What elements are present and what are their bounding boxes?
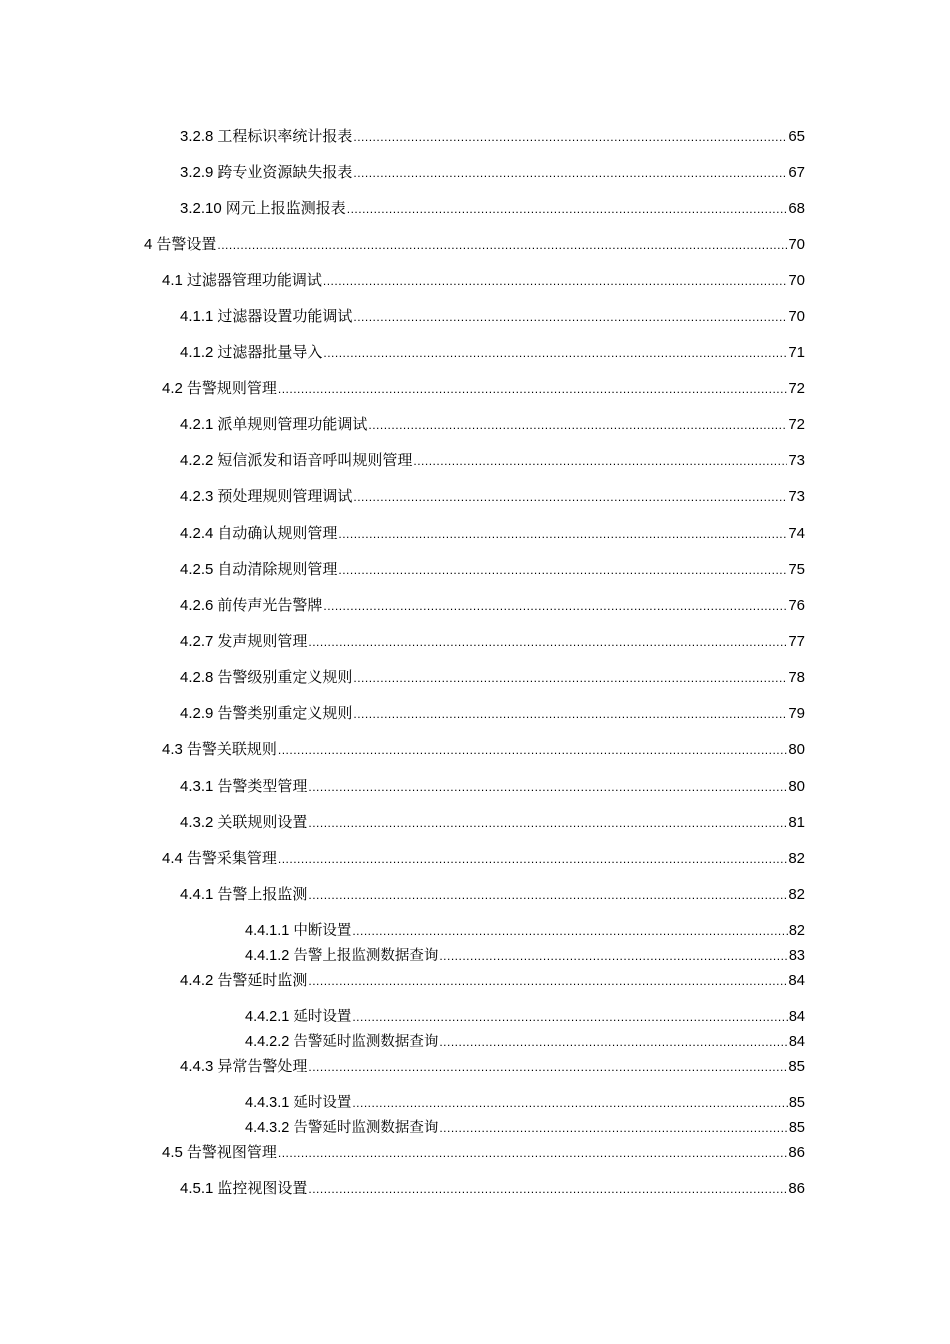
toc-entry[interactable] [180,164,805,182]
toc-entry[interactable] [245,1033,805,1051]
toc-title: 告警上报监测 [217,886,308,903]
toc-title: 前传声光告警牌 [217,597,323,614]
toc-title: 网元上报监测报表 [225,200,346,217]
toc-page-number: 74 [788,525,805,542]
toc-leader-dots [439,1121,788,1135]
toc-title: 告警视图管理 [186,1144,277,1161]
toc-title: 异常告警处理 [217,1058,308,1075]
toc-number: 3.2.10 [180,200,222,217]
toc-page-number: 79 [788,705,805,722]
toc-title: 派单规则管理功能调试 [217,416,368,433]
toc-number: 3.2.9 [180,164,214,181]
toc-number: 4.1 [162,272,183,289]
toc-entry[interactable] [245,1119,805,1137]
toc-page-number: 86 [788,1180,805,1197]
toc-page-number: 68 [788,200,805,217]
toc-leader-dots [323,599,787,613]
toc-number: 4.2.4 [180,525,214,542]
toc-leader-dots [353,166,787,180]
toc-leader-dots [278,852,787,866]
toc-leader-dots [323,274,787,288]
toc-leader-dots [308,1060,787,1074]
toc-page-number: 70 [788,272,805,289]
toc-leader-dots [353,130,787,144]
toc-number: 4.3 [162,741,183,758]
toc-title: 短信派发和语音呼叫规则管理 [217,452,413,469]
toc-leader-dots [347,202,788,216]
toc-entry[interactable] [180,778,805,796]
toc-entry[interactable] [180,597,805,615]
toc-entry[interactable] [245,1008,805,1026]
toc-page-number: 85 [788,1058,805,1075]
toc-entry[interactable] [180,1058,805,1076]
toc-entry[interactable] [180,633,805,651]
toc-number: 4.1.1 [180,308,214,325]
toc-title: 延时设置 [293,1095,352,1111]
toc-number: 4.1.2 [180,344,214,361]
toc-number: 4.4.1.1 [245,923,290,939]
toc-number: 4.4.2.1 [245,1009,290,1025]
toc-leader-dots [308,888,787,902]
toc-entry[interactable] [162,741,805,759]
toc-title: 告警延时监测数据查询 [293,1034,439,1050]
toc-leader-dots [353,310,787,324]
toc-number: 4.2.7 [180,633,214,650]
toc-number: 4.2.9 [180,705,214,722]
toc-title: 告警上报监测数据查询 [293,948,439,964]
toc-entry[interactable] [180,1180,805,1198]
toc-number: 4.2.6 [180,597,214,614]
toc-entry[interactable] [180,200,805,218]
toc-title: 告警采集管理 [186,850,277,867]
toc-entry[interactable] [180,561,805,579]
toc-page-number: 83 [788,948,805,964]
toc-entry[interactable] [180,416,805,434]
toc-page-number: 75 [788,561,805,578]
toc-entry[interactable] [180,488,805,506]
toc-page-number: 76 [788,597,805,614]
toc-leader-dots [308,635,787,649]
toc-number: 4.5.1 [180,1180,214,1197]
toc-page-number: 80 [788,741,805,758]
toc-title: 告警设置 [156,236,217,253]
toc-entry[interactable] [180,814,805,832]
toc-leader-dots [353,490,787,504]
toc-page-number: 84 [788,972,805,989]
toc-entry[interactable] [180,972,805,990]
toc-page-number: 65 [788,128,805,145]
toc-title: 过滤器管理功能调试 [186,272,322,289]
toc-leader-dots [338,563,787,577]
toc-leader-dots [352,1096,788,1110]
toc-number: 4.2.3 [180,488,214,505]
toc-title: 自动确认规则管理 [217,525,338,542]
toc-title: 预处理规则管理调试 [217,488,353,505]
toc-number: 4.2.8 [180,669,214,686]
toc-number: 4 [144,236,153,253]
toc-title: 过滤器设置功能调试 [217,308,353,325]
toc-entry[interactable] [180,525,805,543]
toc-leader-dots [413,454,787,468]
toc-title: 发声规则管理 [217,633,308,650]
toc-number: 4.3.2 [180,814,214,831]
toc-entry[interactable] [180,308,805,326]
toc-page-number: 67 [788,164,805,181]
toc-title: 告警延时监测 [217,972,308,989]
toc-leader-dots [439,1035,788,1049]
toc-leader-dots [278,743,787,757]
toc-number: 4.4.2 [180,972,214,989]
toc-leader-dots [352,924,788,938]
toc-title: 告警延时监测数据查询 [293,1120,439,1136]
toc-entry[interactable] [180,344,805,362]
toc-leader-dots [278,1146,787,1160]
toc-title: 工程标识率统计报表 [217,128,353,145]
toc-entry[interactable] [180,452,805,470]
toc-page-number: 70 [788,308,805,325]
toc-number: 4.2.2 [180,452,214,469]
toc-entry[interactable] [180,886,805,904]
toc-page-number: 80 [788,778,805,795]
toc-title: 监控视图设置 [217,1180,308,1197]
toc-page-number: 82 [788,923,805,939]
toc-page-number: 84 [788,1009,805,1025]
toc-leader-dots [308,816,787,830]
toc-number: 4.4.1.2 [245,948,290,964]
toc-leader-dots [368,418,787,432]
toc-number: 4.4.3 [180,1058,214,1075]
toc-number: 4.4.2.2 [245,1034,290,1050]
toc-number: 4.3.1 [180,778,214,795]
toc-leader-dots [338,527,787,541]
toc-entry[interactable] [162,850,805,868]
toc-page-number: 70 [788,236,805,253]
toc-leader-dots [278,382,787,396]
toc-title: 告警类别重定义规则 [217,705,353,722]
toc-number: 3.2.8 [180,128,214,145]
toc-number: 4.2 [162,380,183,397]
toc-number: 4.5 [162,1144,183,1161]
toc-entry[interactable] [180,128,805,146]
toc-page-number: 72 [788,380,805,397]
toc-page-number: 72 [788,416,805,433]
toc-page-number: 73 [788,488,805,505]
toc-page-number: 78 [788,669,805,686]
toc-number: 4.4 [162,850,183,867]
toc-number: 4.2.5 [180,561,214,578]
toc-title: 告警类型管理 [217,778,308,795]
toc-title: 延时设置 [293,1009,352,1025]
toc-entry[interactable] [245,947,805,965]
toc-page-number: 85 [788,1120,805,1136]
toc-leader-dots [439,949,788,963]
toc-title: 自动清除规则管理 [217,561,338,578]
toc-page-number: 82 [788,886,805,903]
toc-title: 过滤器批量导入 [217,344,323,361]
toc-number: 4.4.1 [180,886,214,903]
toc-leader-dots [353,671,787,685]
toc-entry[interactable] [144,236,805,254]
toc-leader-dots [352,1010,788,1024]
toc-leader-dots [217,238,787,252]
toc-page-number: 71 [788,344,805,361]
toc-leader-dots [308,974,787,988]
toc-title: 跨专业资源缺失报表 [217,164,353,181]
toc-number: 4.4.3.1 [245,1095,290,1111]
toc-leader-dots [323,346,787,360]
toc-entry[interactable] [162,272,805,290]
toc-title: 告警级别重定义规则 [217,669,353,686]
toc-title: 中断设置 [293,923,352,939]
toc-title: 告警规则管理 [186,380,277,397]
toc-leader-dots [308,1182,787,1196]
toc-page-number: 81 [788,814,805,831]
toc-entry[interactable] [162,1144,805,1162]
toc-title: 告警关联规则 [186,741,277,758]
toc-leader-dots [308,780,787,794]
toc-entry[interactable] [180,705,805,723]
toc-entry[interactable] [180,669,805,687]
toc-page-number: 77 [788,633,805,650]
toc-leader-dots [353,707,787,721]
toc-number: 4.2.1 [180,416,214,433]
toc-entry[interactable] [245,1094,805,1112]
toc-entry[interactable] [162,380,805,398]
toc-number: 4.4.3.2 [245,1120,290,1136]
toc-title: 关联规则设置 [217,814,308,831]
toc-entry[interactable] [245,922,805,940]
toc-page-number: 85 [788,1095,805,1111]
toc-page-number: 82 [788,850,805,867]
toc-page-number: 84 [788,1034,805,1050]
toc-page-number: 86 [788,1144,805,1161]
toc-page-number: 73 [788,452,805,469]
